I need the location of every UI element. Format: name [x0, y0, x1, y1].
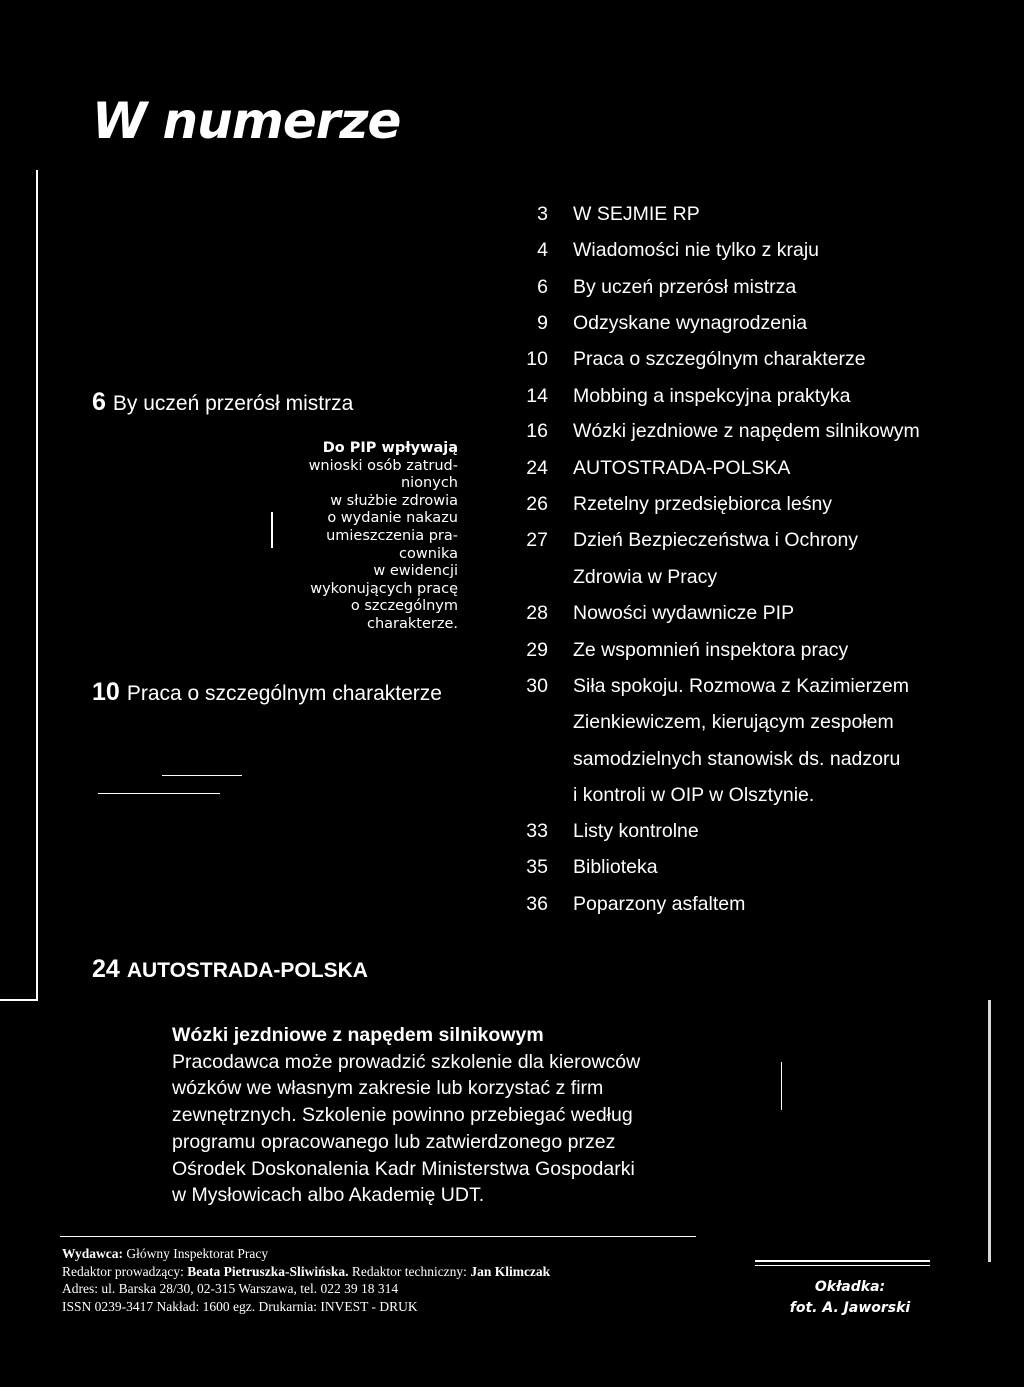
- toc-page: 35: [526, 856, 548, 878]
- toc-title: i kontroli w OIP w Olsztynie.: [573, 784, 815, 806]
- issn-line: ISSN 0239-3417 Nakład: 1600 egz. Drukarnia: INVEST - DRUK: [62, 1298, 418, 1314]
- editor-label: Redaktor prowadzący:: [62, 1263, 184, 1279]
- toc-page: 24: [526, 457, 548, 479]
- toc-page: 26: [526, 493, 548, 515]
- article-line: wózków we własnym zakresie lub korzystać z firm: [172, 1077, 604, 1100]
- toc-title: samodzielnych stanowisk ds. nadzoru: [573, 748, 901, 770]
- left-rule: [36, 170, 38, 1000]
- cover-label: Okładka:: [814, 1279, 886, 1295]
- blurb-line: wykonujących pracę: [310, 580, 458, 597]
- right-edge-strip: [988, 1000, 991, 1262]
- toc-page: 28: [526, 602, 548, 624]
- toc-title: Zienkiewiczem, kierującym zespołem: [573, 711, 894, 733]
- tech-editor-name: Jan Klimczak: [470, 1263, 551, 1279]
- toc-title: Listy kontrolne: [573, 820, 699, 842]
- toc-page: 3: [537, 203, 548, 225]
- toc-title: Biblioteka: [573, 856, 658, 878]
- feature-6[interactable]: [92, 388, 353, 417]
- blurb-line: wnioski osób zatrud-: [308, 457, 458, 474]
- toc-title: Odzyskane wynagrodzenia: [573, 312, 808, 334]
- feature-number: 24: [92, 955, 120, 983]
- blurb-line: umieszczenia pra-: [326, 527, 458, 544]
- toc-title: W SEJMIE RP: [573, 203, 700, 225]
- toc-page: 4: [537, 239, 548, 261]
- toc-page: 36: [526, 893, 548, 915]
- toc-title: Mobbing a inspekcyjna praktyka: [573, 385, 851, 407]
- article-line: zewnętrznych. Szkolenie powinno przebiegać według: [172, 1104, 633, 1127]
- tech-editor-label: Redaktor techniczny:: [351, 1263, 467, 1279]
- colophon-rule: [60, 1236, 696, 1237]
- cover-rule: [755, 1265, 930, 1266]
- divider: [162, 775, 242, 776]
- toc-title: AUTOSTRADA-POLSKA: [573, 457, 791, 479]
- article-line: w Mysłowicach albo Akademię UDT.: [172, 1184, 485, 1207]
- address-line: Adres: ul. Barska 28/30, 02-315 Warszawa, tel. 022 39 18 314: [62, 1281, 399, 1296]
- toc-page: 29: [526, 639, 548, 661]
- toc-title: Zdrowia w Pracy: [573, 566, 718, 588]
- blurb-line: o szczególnym: [350, 598, 458, 615]
- toc-page: 6: [537, 276, 548, 298]
- toc-page: 9: [537, 312, 548, 334]
- page-title: W numerze: [92, 92, 401, 150]
- feature-blurb: [250, 440, 458, 634]
- toc-title: Ze wspomnień inspektora pracy: [573, 639, 849, 661]
- toc-title: By uczeń przerósł mistrza: [573, 276, 797, 298]
- toc-title: Wiadomości nie tylko z kraju: [573, 239, 819, 261]
- cover-credit: [760, 1277, 940, 1319]
- feature-10[interactable]: [92, 678, 442, 707]
- article-line: Ośrodek Doskonalenia Kadr Ministerstwa Gospodarki: [172, 1157, 635, 1180]
- feature-title: Praca o szczególnym charakterze: [126, 682, 442, 705]
- colophon: [62, 1245, 550, 1315]
- toc-title: Rzetelny przedsiębiorca leśny: [573, 493, 833, 515]
- blurb-lead: Do PIP wpływają: [322, 440, 458, 456]
- toc-page: 10: [526, 348, 548, 370]
- article-teaser: [172, 1022, 732, 1209]
- toc-page: 27: [526, 529, 548, 551]
- cover-rule: [755, 1260, 930, 1262]
- divider: [98, 793, 220, 794]
- toc-page: 33: [526, 820, 548, 842]
- toc-title: Siła spokoju. Rozmowa z Kazimierzem: [573, 675, 909, 697]
- blurb-line: w służbie zdrowia: [330, 492, 458, 509]
- cover-photographer: fot. A. Jaworski: [789, 1300, 911, 1316]
- blurb-line: cownika: [399, 545, 458, 562]
- toc-title: Wózki jezdniowe z napędem silnikowym: [573, 420, 920, 442]
- feature-number: 6: [92, 388, 106, 416]
- blurb-line: o wydanie nakazu: [327, 510, 458, 527]
- toc-title: Poparzony asfaltem: [573, 893, 746, 915]
- blurb-line: charakterze.: [366, 615, 458, 632]
- toc-page: 14: [526, 385, 548, 407]
- toc-page: 16: [526, 420, 548, 442]
- feature-24[interactable]: [92, 955, 368, 984]
- publisher-name: Główny Inspektorat Pracy: [126, 1246, 269, 1261]
- bottom-left-rule: [0, 999, 38, 1001]
- editor-line: [62, 1263, 550, 1281]
- toc-title: Nowości wydawnicze PIP: [573, 602, 795, 624]
- publisher-line: [62, 1245, 550, 1263]
- article-line: Pracodawca może prowadzić szkolenie dla kierowców: [172, 1050, 641, 1073]
- publisher-label: Wydawca:: [62, 1246, 123, 1261]
- toc-page: 30: [526, 675, 548, 697]
- toc-title: Dzień Bezpieczeństwa i Ochrony: [573, 529, 859, 551]
- right-mark: [781, 1062, 782, 1110]
- blurb-line: nionych: [400, 475, 458, 492]
- blurb-mark: [271, 512, 273, 548]
- feature-number: 10: [92, 678, 120, 706]
- feature-title: By uczeń przerósł mistrza: [112, 392, 354, 415]
- editor-name: Beata Pietruszka-Sliwińska.: [187, 1263, 349, 1279]
- toc-title: Praca o szczególnym charakterze: [573, 348, 866, 370]
- feature-title: AUTOSTRADA-POLSKA: [126, 959, 368, 982]
- article-heading: Wózki jezdniowe z napędem silnikowym: [172, 1024, 544, 1046]
- article-line: programu opracowanego lub zatwierdzonego przez: [172, 1130, 616, 1153]
- blurb-line: w ewidencji: [373, 563, 458, 580]
